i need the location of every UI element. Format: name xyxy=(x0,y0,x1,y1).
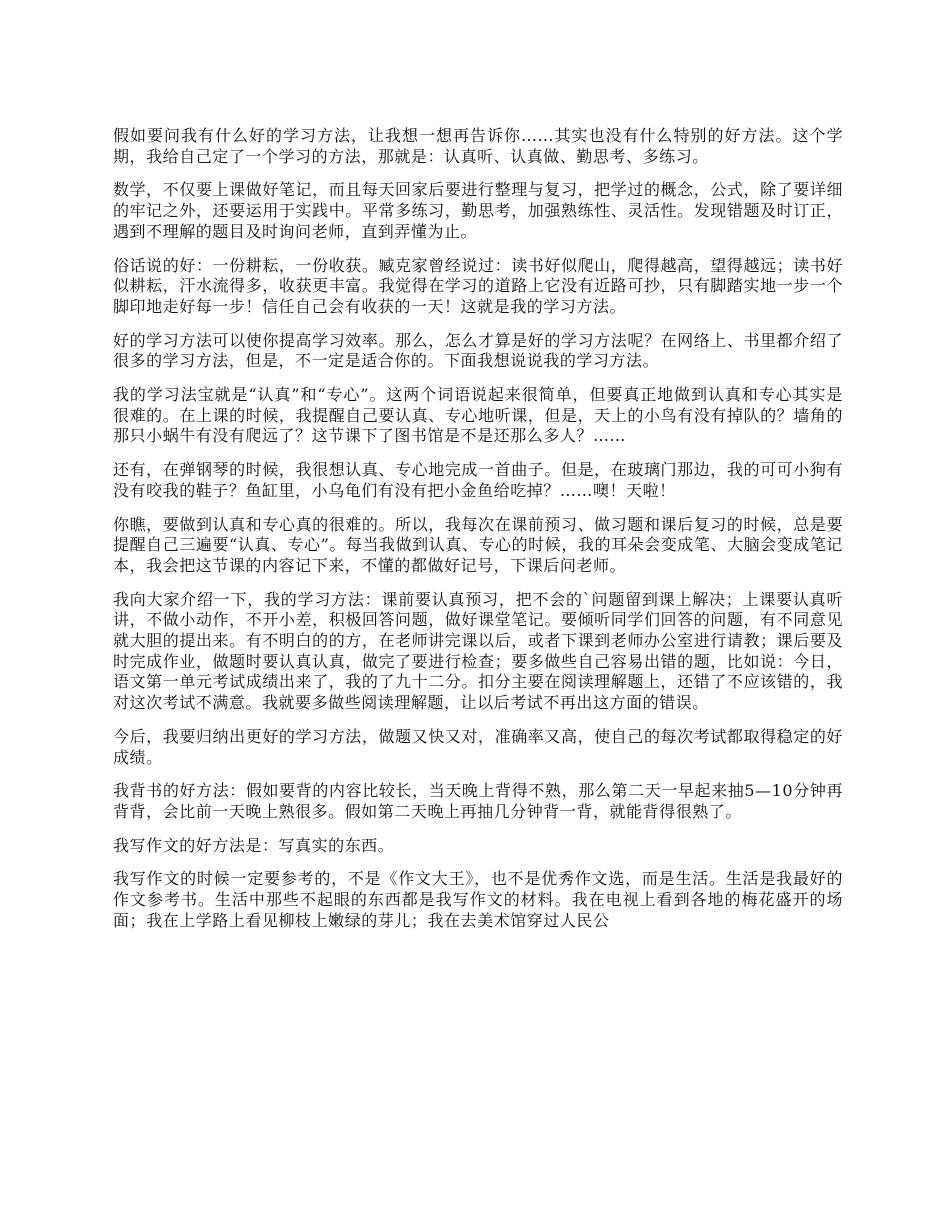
paragraph: 还有，在弹钢琴的时候，我很想认真、专心地完成一首曲子。但是，在玻璃门那边，我的可可小狗有没有咬我的鞋子？鱼缸里，小乌龟们有没有把小金鱼给吃掉？……噢！天啦！ xyxy=(113,460,843,500)
paragraph: 好的学习方法可以使你提高学习效率。那么，怎么才算是好的学习方法呢？在网络上、书里都介绍了很多的学习方法，但是，不一定是适合你的。下面我想说说我的学习方法。 xyxy=(113,330,843,371)
paragraph: 我写作文的时候一定要参考的，不是《作文大王》，也不是优秀作文选，而是生活。生活是我最好的作文参考书。生活中那些不起眼的东西都是我写作文的材料。我在电视上看到各地的梅花盛开的场面；我在上学路上看见柳枝上嫩绿的芽儿；我在去美术馆穿过人民公 xyxy=(113,869,843,930)
paragraph: 今后，我要归纳出更好的学习方法，做题又快又对，准确率又高，使自己的每次考试都取得稳定的好成绩。 xyxy=(113,726,843,767)
paragraph: 假如要问我有什么好的学习方法，让我想一想再告诉你……其实也没有什么特别的好方法。这个学期，我给自己定了一个学习的方法，那就是：认真听、认真做、勤思考、多练习。 xyxy=(113,126,843,166)
paragraph: 俗话说的好：一份耕耘，一份收获。臧克家曾经说过：读书好似爬山，爬得越高，望得越远；读书好似耕耘，汗水流得多，收获更丰富。我觉得在学习的道路上它没有近路可抄，只有脚踏实地一步一个脚印地走好每一步！信任自己会有收获的一天！这就是我的学习方法。 xyxy=(113,255,843,316)
paragraph: 我向大家介绍一下，我的学习方法：课前要认真预习，把不会的`问题留到课上解决；上课要认真听讲，不做小动作，不开小差，积极回答问题，做好课堂笔记。要倾听同学们回答的问题，有不同意见就大胆的提出来。有不明白的的方，在老师讲完课以后，或者下课到老师办公室进行请教；课后要及时完成作业，做题时要认真认真，做完了要进行检查；要多做些自己容易出错的题，比如说：今日，语文第一单元考试成绩出来了，我的了九十二分。扣分主要在阅读理解题上，还错了不应该错的，我对这次考试不满意。我就要多做些阅读理解题，让以后考试不再出这方面的错误。 xyxy=(113,589,843,713)
paragraph: 我写作文的好方法是：写真实的东西。 xyxy=(113,835,395,855)
paragraph: 你瞧，要做到认真和专心真的很难的。所以，我每次在课前预习、做习题和课后复习的时候，总是要提醒自己三遍要“认真、专心”。每当我做到认真、专心的时候，我的耳朵会变成笔、大脑会变成笔记本，我会把这节课的内容记下来，不懂的都做好记号，下课后问老师。 xyxy=(113,514,843,575)
paragraph: 我背书的好方法：假如要背的内容比较长，当天晚上背得不熟，那么第二天一早起来抽5—10分钟再背背，会比前一天晚上熟很多。假如第二天晚上再抽几分钟背一背，就能背得很熟了。 xyxy=(113,781,843,821)
paragraph: 我的学习法宝就是“认真”和“专心”。这两个词语说起来很简单，但要真正地做到认真和专心其实是很难的。在上课的时候，我提醒自己要认真、专心地听课，但是，天上的小鸟有没有掉队的？墙角的那只小蜗牛有没有爬远了？这节课下了图书馆是不是还那么多人？…… xyxy=(113,385,843,446)
document-body xyxy=(113,126,843,945)
paragraph: 数学，不仅要上课做好笔记，而且每天回家后要进行整理与复习，把学过的概念，公式，除了要详细的牢记之外，还要运用于实践中。平常多练习，勤思考，加强熟练性、灵活性。发现错题及时订正，遇到不理解的题目及时询问老师，直到弄懂为止。 xyxy=(113,180,843,241)
